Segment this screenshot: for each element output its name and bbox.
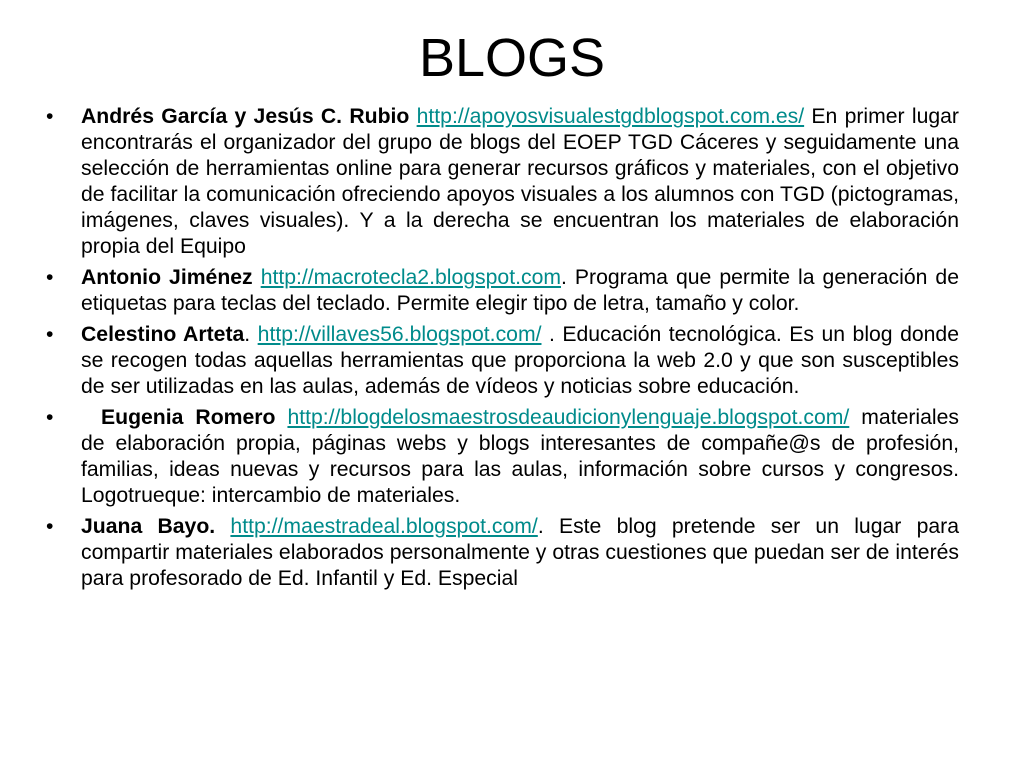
bullet-icon: • [46, 406, 54, 429]
blog-author: Andrés García y Jesús C. Rubio [81, 105, 410, 128]
bullet-icon: • [46, 515, 54, 538]
blog-item-romero [46, 405, 959, 509]
blog-description: materiales de elaboración propia, páginas webs y blogs interesantes de compañe@s de profesión, familias, ideas nuevas y recursos para las aulas, información sobre cursos y congresos. Logotrueque: intercambio de materiales. [81, 406, 959, 507]
bullet-icon: • [46, 323, 54, 346]
blog-description: . Programa que permite la generación de etiquetas para teclas del teclado. Permite elegir tipo de letra, tamaño y color. [81, 266, 959, 315]
blog-item-bayo [46, 514, 959, 592]
bullet-icon: • [46, 266, 54, 289]
separator [409, 105, 416, 128]
blog-author: Celestino Arteta [81, 323, 245, 346]
blog-list [0, 104, 959, 597]
blog-link[interactable]: http://apoyosvisualestgdblogspot.com.es/ [416, 105, 805, 128]
separator: . [244, 323, 258, 346]
blog-link[interactable]: http://maestradeal.blogspot.com/ [230, 515, 538, 538]
blog-item-garcia-rubio [46, 104, 959, 260]
blog-description: . Educación tecnológica. Es un blog donde se recogen todas aquellas herramientas que proporciona la web 2.0 y que son susceptibles de ser utilizadas en las aulas, además de vídeos y noticias sobre educación. [81, 323, 959, 398]
separator [253, 266, 261, 289]
blog-author: Antonio Jiménez [81, 266, 253, 289]
blog-item-arteta [46, 322, 959, 400]
blog-link[interactable]: http://blogdelosmaestrosdeaudicionylenguaje.blogspot.com/ [287, 406, 850, 429]
blog-link[interactable]: http://villaves56.blogspot.com/ [257, 323, 542, 346]
separator [215, 515, 230, 538]
blog-item-jimenez [46, 265, 959, 317]
bullet-icon: • [46, 105, 54, 128]
blog-description: . Este blog pretende ser un lugar para compartir materiales elaborados personalmente y otras cuestiones que puedan ser de interés para profesorado de Ed. Infantil y Ed. Especial [81, 515, 959, 590]
blog-author: Eugenia Romero [101, 406, 276, 429]
blog-link[interactable]: http://macrotecla2.blogspot.com [260, 266, 561, 289]
slide-title: BLOGS [418, 28, 606, 88]
blog-description: En primer lugar encontrarás el organizador del grupo de blogs del EOEP TGD Cáceres y seguidamente una selección de herramientas online para generar recursos gráficos y materiales, con el objetivo de facilitar la comunicación ofreciendo apoyos visuales a los alumnos con TGD (pictogramas, imágenes, claves visuales). Y a la derecha se encuentran los materiales de elaboración propia del Equipo [81, 105, 959, 258]
blog-author: Juana Bayo. [81, 515, 216, 538]
separator [275, 406, 287, 429]
